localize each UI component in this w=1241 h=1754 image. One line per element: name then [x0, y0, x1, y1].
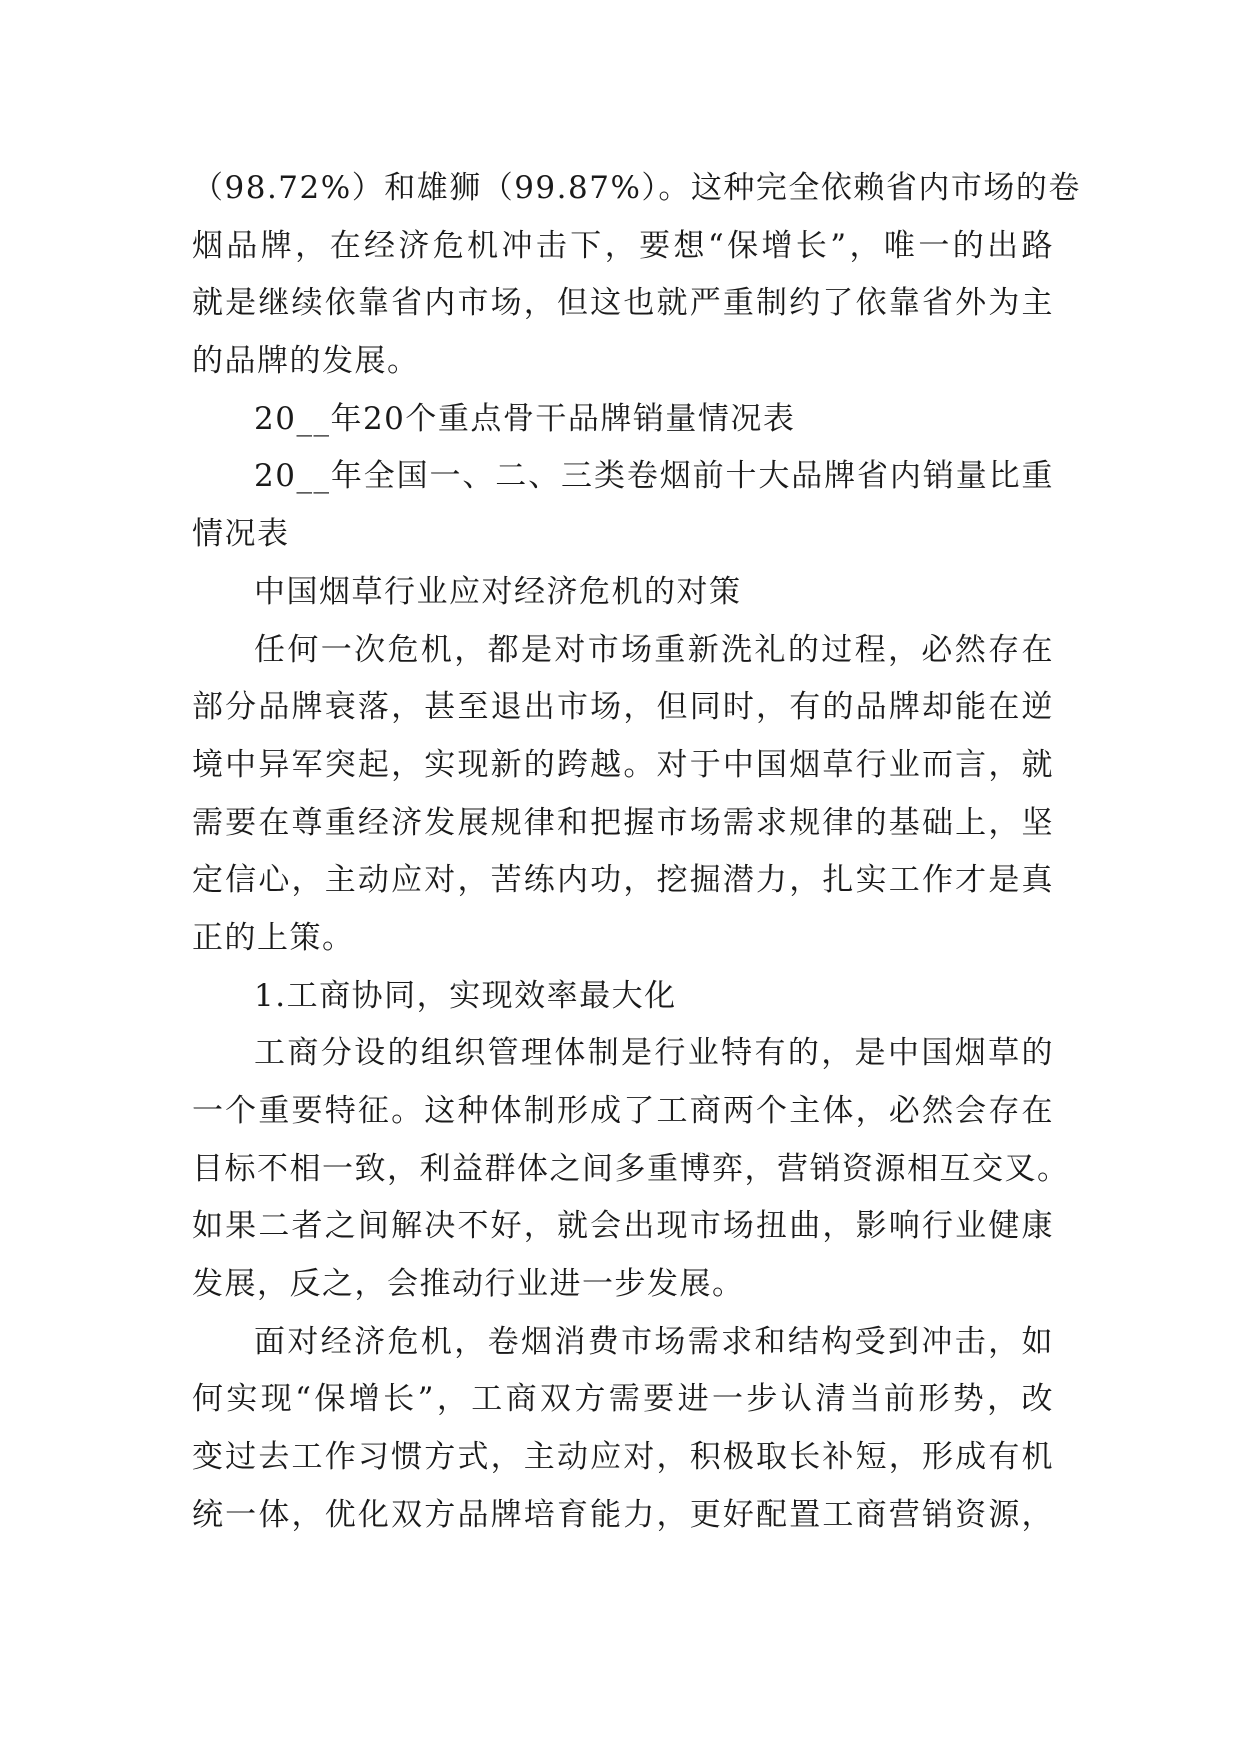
text-line: 如果二者之间解决不好，就会出现市场扭曲，影响行业健康 — [192, 1208, 1054, 1245]
text-line: 1.工商协同，实现效率最大化 — [254, 977, 677, 1014]
text-line: 境中异军突起，实现新的跨越。对于中国烟草行业而言，就 — [192, 746, 1054, 783]
document-page — [192, 160, 1081, 1545]
text-line: 正的上策。 — [192, 919, 355, 956]
text-line: 目标不相一致，利益群体之间多重博弈，营销资源相互交叉。 — [192, 1150, 1070, 1187]
text-line: 发展，反之，会推动行业进一步发展。 — [192, 1266, 745, 1303]
text-line: 任何一次危机，都是对市场重新洗礼的过程，必然存在 — [254, 631, 1054, 668]
text-line: 统一体，优化双方品牌培育能力，更好配置工商营销资源， — [192, 1496, 1054, 1533]
text-line: 何实现“保增长”，工商双方需要进一步认清当前形势，改 — [192, 1381, 1054, 1418]
text-line: 定信心，主动应对，苦练内功，挖掘潜力，扎实工作才是真 — [192, 862, 1054, 899]
text-line: 变过去工作习惯方式，主动应对，积极取长补短，形成有机 — [192, 1439, 1054, 1476]
text-line: 的品牌的发展。 — [192, 343, 420, 380]
text-line: 20__年20个重点骨干品牌销量情况表 — [254, 400, 796, 437]
text-line: 就是继续依靠省内市场，但这也就严重制约了依靠省外为主 — [192, 285, 1054, 322]
text-line: 工商分设的组织管理体制是行业特有的，是中国烟草的 — [254, 1035, 1054, 1072]
text-line: （98.72%）和雄狮（99.87%）。这种完全依赖省内市场的卷 — [192, 170, 1081, 206]
text-line: 需要在尊重经济发展规律和把握市场需求规律的基础上，坚 — [192, 804, 1054, 841]
text-line: 面对经济危机，卷烟消费市场需求和结构受到冲击，如 — [254, 1323, 1054, 1360]
text-line: 20__年全国一、二、三类卷烟前十大品牌省内销量比重 — [254, 458, 1054, 495]
text-line: 一个重要特征。这种体制形成了工商两个主体，必然会存在 — [192, 1093, 1054, 1129]
text-line: 部分品牌衰落，甚至退出市场，但同时，有的品牌却能在逆 — [192, 689, 1054, 726]
text-line: 烟品牌，在经济危机冲击下，要想“保增长”，唯一的出路 — [192, 227, 1054, 264]
text-line: 情况表 — [192, 516, 290, 553]
text-line: 中国烟草行业应对经济危机的对策 — [254, 573, 742, 610]
